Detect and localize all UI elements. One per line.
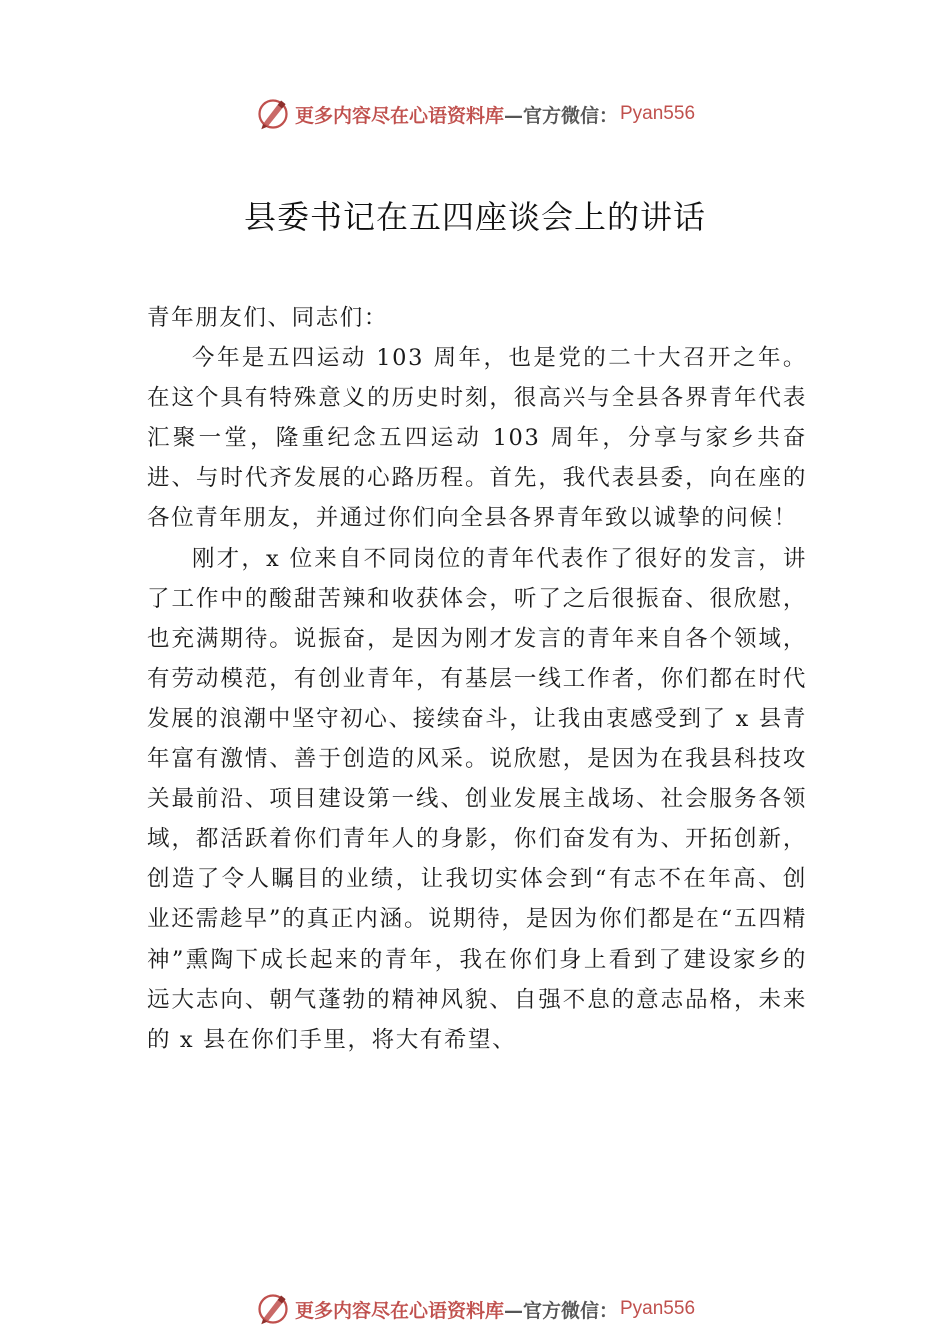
banner-wechat-id: Pyan556 — [620, 103, 696, 124]
header-banner — [0, 92, 950, 136]
pen-logo-icon — [255, 1291, 291, 1327]
banner-wechat-label: —官方微信： — [503, 1299, 618, 1322]
paragraph: 今年是五四运动 103 周年，也是党的二十大召开之年。在这个具有特殊意义的历史时刻，很高兴与全县各界青年代表汇聚一堂，隆重纪念五四运动 103 周年，分享与家乡共奋进、与时代齐发展的心路历程。首先，我代表县委，向在座的各位青年朋友，并通过你们向全县各界青年致以诚挚的问候！ — [147, 345, 807, 532]
pen-logo-icon — [255, 96, 291, 132]
banner-brand-text: 更多内容尽在心语资料库 — [294, 104, 504, 127]
banner-brand-text: 更多内容尽在心语资料库 — [294, 1299, 504, 1322]
document-title: 县委书记在五四座谈会上的讲话 — [243, 198, 706, 236]
paragraph: 刚才，x 位来自不同岗位的青年代表作了很好的发言，讲了工作中的酸甜苦辣和收获体会，听了之后很振奋、很欣慰，也充满期待。说振奋，是因为刚才发言的青年来自各个领域，有劳动模范，有创业青年，有基层一线工作者，你们都在时代发展的浪潮中坚守初心、接续奋斗，让我由衷感受到了 x 县青年富有激情、善于创造的风采。说欣慰，是因为在我县科技攻关最前沿、项目建设第一线、创业发展主战场、社会服务各领域，都活跃着你们青年人的身影，你们奋发有为、开拓创新，创造了令人瞩目的业绩，让我切实体会到“有志不在年高、创业还需趁早”的真正内涵。说期待，是因为你们都是在“五四精神”熏陶下成长起来的青年，我在你们身上看到了建设家乡的远大志向、朝气蓬勃的精神风貌、自强不息的意志品格，未来的 x 县在你们手里，将大有希望、 — [147, 545, 807, 1053]
banner-wechat-label: —官方微信： — [503, 104, 618, 127]
banner-wechat-id: Pyan556 — [620, 1298, 696, 1319]
salutation: 青年朋友们、同志们： — [147, 305, 389, 331]
footer-banner — [0, 1287, 950, 1331]
document-body — [147, 298, 807, 1060]
